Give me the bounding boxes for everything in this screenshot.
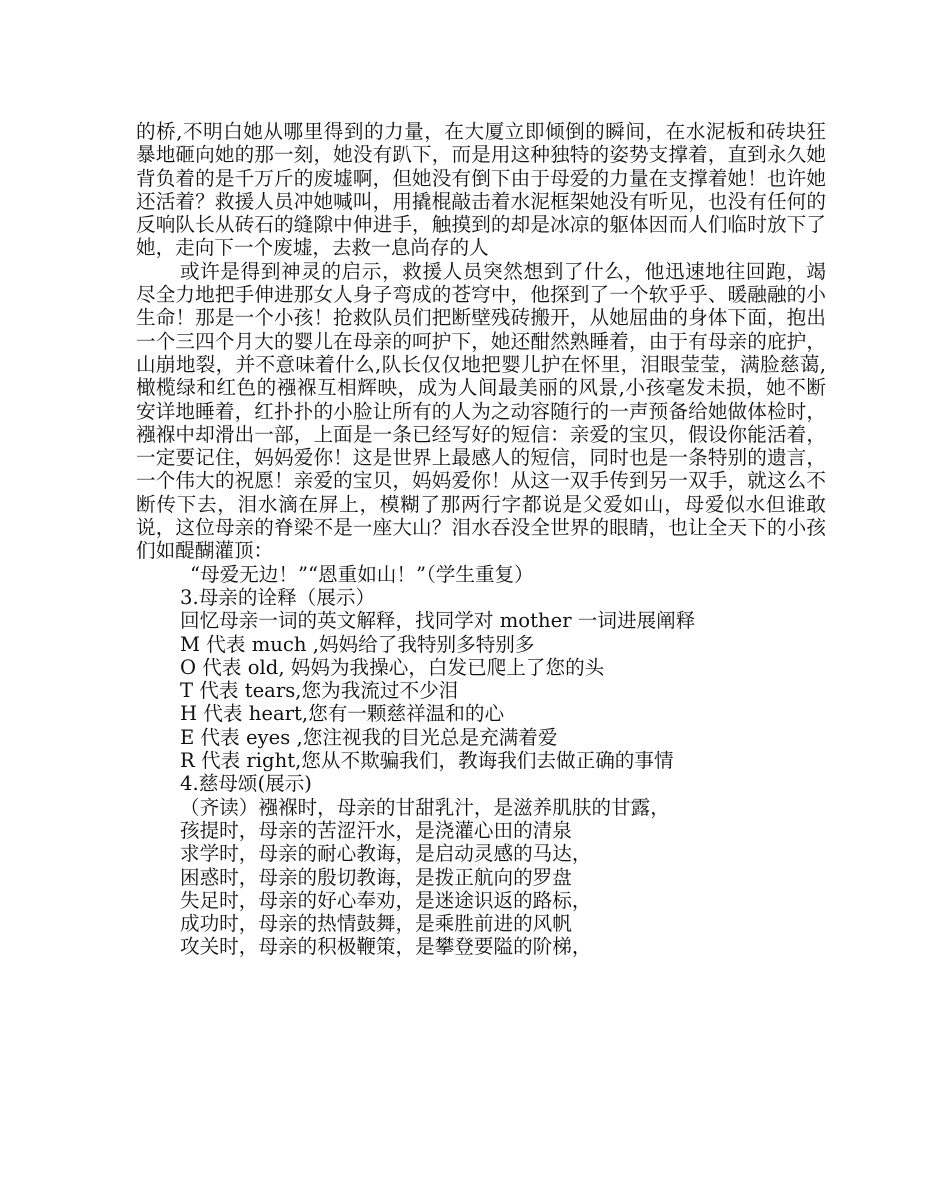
text-line: H 代表 heart,您有一颗慈祥温和的心 — [180, 702, 505, 726]
poem-line: 困惑时，母亲的殷切教诲，是拨正航向的罗盘 — [180, 865, 572, 889]
poem-line: 成功时，母亲的热情鼓舞，是乘胜前进的风帆 — [180, 912, 572, 936]
section-heading-ode-to-mother: 4.慈母颂(展示) — [180, 772, 312, 796]
text-line: R 代表 right,您从不欺骗我们，教诲我们去做正确的事情 — [180, 749, 674, 773]
text-line: E 代表 eyes ,您注视我的目光总是充满着爱 — [180, 725, 558, 749]
paragraph-baby-found: 或许是得到神灵的启示，救援人员突然想到了什么，他迅速地往回跑，竭尽全力地把手伸进那女人身子弯成的苍穹中，他探到了一个软乎乎、暖融融的小生命！那是一个小孩！抢救队员们把断壁残砖搬开，从她屈曲的身体下面，抱出一个三四个月大的婴儿在母亲的呵护下，她还酣然熟睡着，由于有母亲的庇护，山崩地裂，并不意味着什么,队长仅仅地把婴儿护在怀里，泪眼莹莹，满脸慈蔼,橄榄绿和红色的襁褓互相辉映，成为人间最美丽的风景,小孩毫发未损，她不断安详地睡着，红扑扑的小脸让所有的人为之动容随行的一声预备给她做体检时，襁褓中却滑出一部，上面是一条已经写好的短信：亲爱的宝贝，假设你能活着，一定要记住，妈妈爱你！这是世界上最感人的短信，同时也是一条特别的遗言，一个伟大的祝愿！亲爱的宝贝，妈妈爱你！从这一双手传到另一双手，就这么不断传下去，泪水滴在屏上，模糊了那两行字都说是父爱如山，母爱似水但谁敢说，这位母亲的脊梁不是一座大山？泪水吞没全世界的眼睛，也让全天下的小孩们如醍醐灌顶： — [136, 259, 826, 563]
poem-line: 失足时，母亲的好心奉劝，是迷途识返的路标， — [180, 888, 592, 912]
poem-line: （齐读）襁褓时，母亲的甘甜乳汁，是滋养肌肤的甘露， — [180, 795, 670, 819]
text-line: O 代表 old, 妈妈为我操心，白发已爬上了您的头 — [180, 655, 605, 679]
section-heading-mother-interpretation: 3.母亲的诠释（展示） — [180, 585, 376, 609]
poem-line: 求学时，母亲的耐心教诲，是启动灵感的马达， — [180, 842, 592, 866]
poem-line: 攻关时，母亲的积极鞭策，是攀登要隘的阶梯， — [180, 935, 592, 959]
text-line: 回忆母亲一词的英文解释，找同学对 mother 一词进展阐释 — [180, 609, 696, 633]
document-page — [136, 120, 826, 959]
text-line: M 代表 much ,妈妈给了我特别多特别多 — [180, 632, 535, 656]
paragraph-rescue-scene: 的桥,不明白她从哪里得到的力量，在大厦立即倾倒的瞬间，在水泥板和砖块狂暴地砸向她的那一刻，她没有趴下，而是用这种独特的姿势支撑着，直到永久她背负着的是千万斤的废墟啊，但她没有倒下由于母爱的力量在支撑着她！也许她还活着？救援人员冲她喊叫，用撬棍敲击着水泥框架她没有听见，也没有任何的反响队长从砖石的缝隙中伸进手，触摸到的却是冰凉的躯体因而人们临时放下了她，走向下一个废墟，去救一息尚存的人 — [136, 120, 826, 260]
poem-line: 孩提时，母亲的苦涩汗水，是浇灌心田的清泉 — [180, 818, 572, 842]
quote-line: “母爱无边！”“恩重如山！”（学生重复） — [190, 562, 534, 586]
text-line: T 代表 tears,您为我流过不少泪 — [180, 679, 459, 703]
